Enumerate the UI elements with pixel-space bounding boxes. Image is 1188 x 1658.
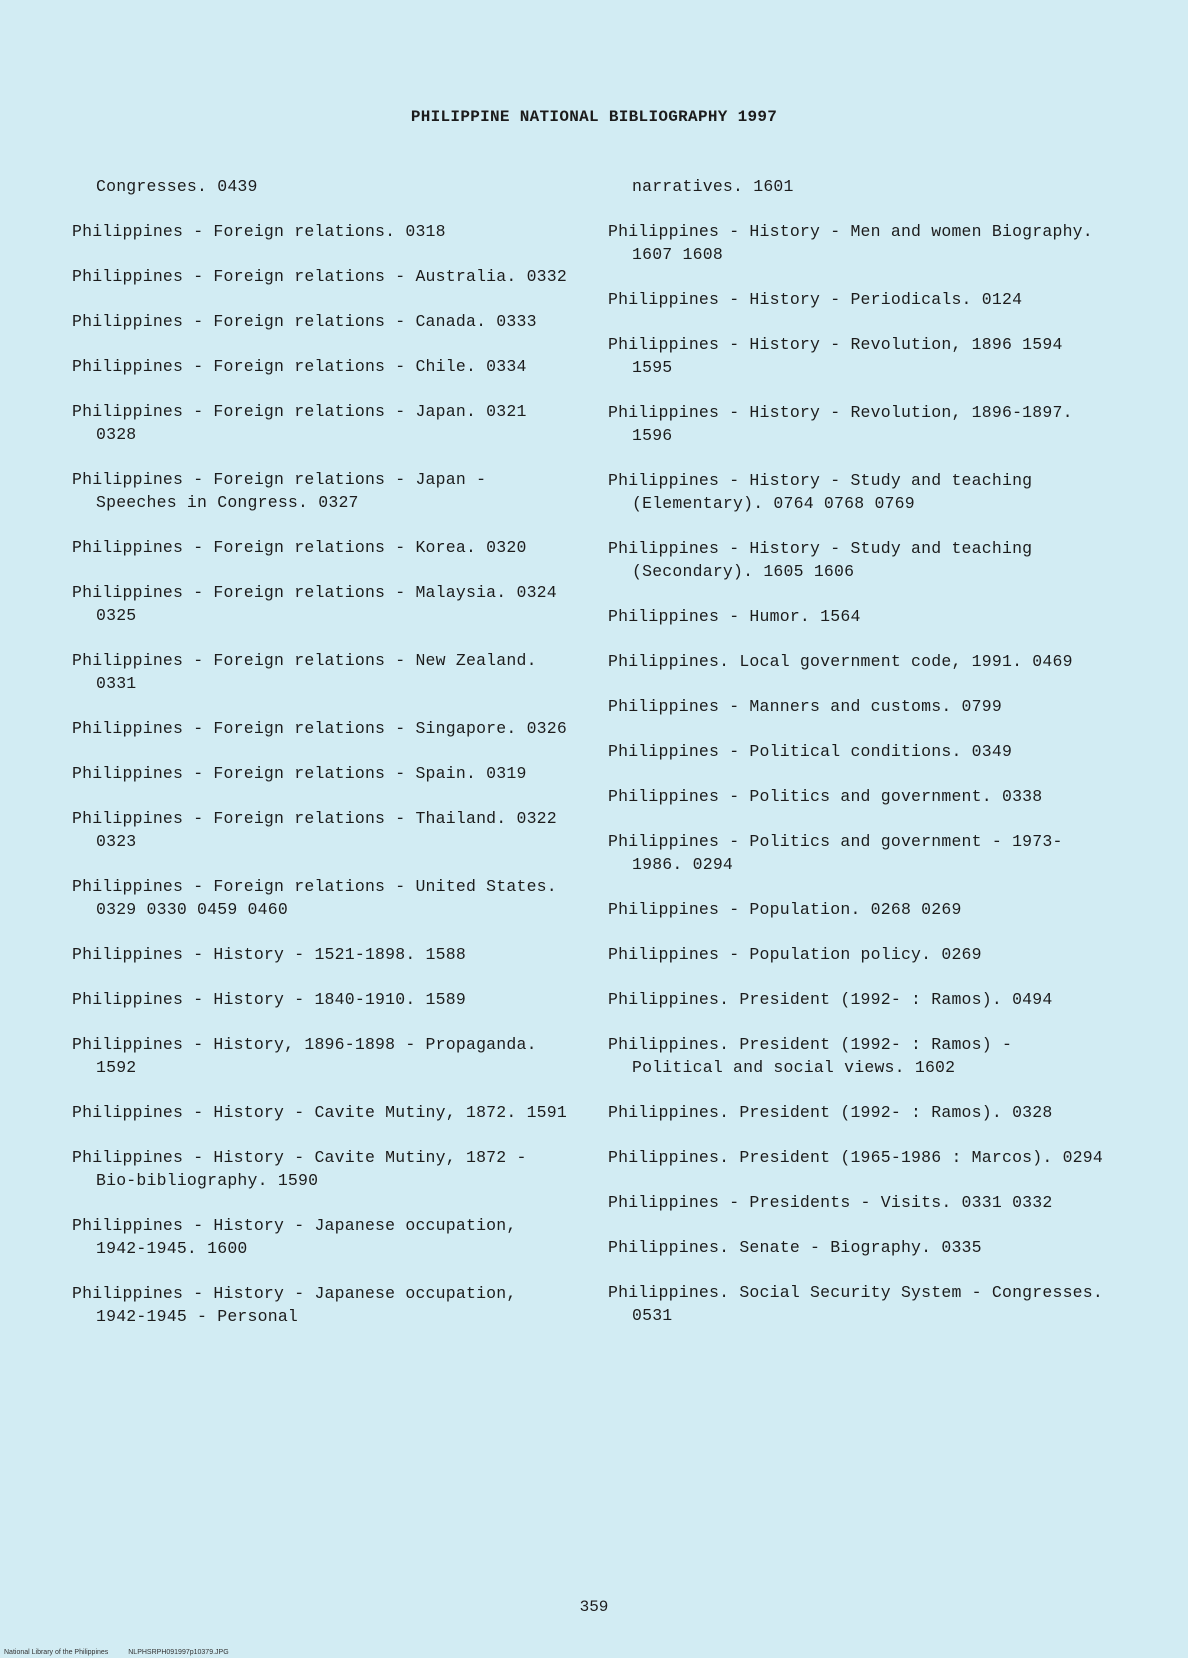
list-item: Philippines. President (1992- : Ramos). 0494 [608,990,1053,1009]
scan-footer [4,1649,247,1656]
list-item: Philippines - History - Cavite Mutiny, 1872. 1591 [72,1103,567,1122]
list-item: Philippines - Foreign relations - United States. 0329 0330 0459 0460 [72,877,557,919]
list-item: Philippines - Foreign relations - Canada. 0333 [72,312,537,331]
list-item: Philippines - Presidents - Visits. 0331 0332 [608,1193,1053,1212]
list-item: Philippines - History - 1521-1898. 1588 [72,945,466,964]
list-item: Philippines - Foreign relations - Spain. 0319 [72,764,527,783]
list-item: Philippines. President (1965-1986 : Marcos). 0294 [608,1148,1103,1167]
page-title: PHILIPPINE NATIONAL BIBLIOGRAPHY 1997 [410,108,778,126]
list-item: Philippines - Foreign relations - New Zealand. 0331 [72,651,537,693]
list-item: Philippines - History, 1896-1898 - Propaganda. 1592 [72,1035,537,1077]
list-item: Philippines - Foreign relations - Japan. 0321 0328 [72,402,527,444]
right-column [608,175,1108,1349]
list-item: Philippines. Local government code, 1991. 0469 [608,652,1073,671]
list-item: Philippines - Politics and government - 1973-1986. 0294 [608,832,1063,874]
list-item: Philippines - Foreign relations - Chile. 0334 [72,357,527,376]
list-item: Philippines. Senate - Biography. 0335 [608,1238,982,1257]
list-item: Philippines - Foreign relations. 0318 [72,222,446,241]
list-item: Philippines - History - Cavite Mutiny, 1872 - Bio-bibliography. 1590 [72,1148,527,1190]
list-item: Philippines - History - Study and teaching (Secondary). 1605 1606 [608,539,1033,581]
list-item: Philippines - Foreign relations - Thailand. 0322 0323 [72,809,557,851]
library-credit: National Library of the Philippines [4,1649,109,1656]
list-item: Philippines - Foreign relations - Malaysia. 0324 0325 [72,583,557,625]
file-id: NLPHSRPH091997p10379.JPG [128,1649,229,1656]
list-item: Philippines - History - Japanese occupation, 1942-1945. 1600 [72,1216,517,1258]
list-item: Philippines - History - Men and women Biography. 1607 1608 [608,222,1093,264]
list-item: narratives. 1601 [632,177,794,196]
list-item: Congresses. 0439 [96,177,258,196]
list-item: Philippines - Population. 0268 0269 [608,900,962,919]
list-item: Philippines - Manners and customs. 0799 [608,697,1002,716]
list-item: Philippines - Humor. 1564 [608,607,861,626]
list-item: Philippines. President (1992- : Ramos) - Political and social views. 1602 [608,1035,1013,1077]
list-item: Philippines - Foreign relations - Japan - Speeches in Congress. 0327 [72,470,487,512]
list-item: Philippines - History - Revolution, 1896 1594 1595 [608,335,1063,377]
list-item: Philippines - Foreign relations - Australia. 0332 [72,267,567,286]
list-item: Philippines - History - Japanese occupation, 1942-1945 - Personal [72,1284,517,1326]
list-item: Philippines. President (1992- : Ramos). 0328 [608,1103,1053,1122]
list-item: Philippines - History - Study and teaching (Elementary). 0764 0768 0769 [608,471,1033,513]
list-item: Philippines - History - Periodicals. 0124 [608,290,1023,309]
list-item: Philippines - Political conditions. 0349 [608,742,1013,761]
list-item: Philippines - History - Revolution, 1896-1897. 1596 [608,403,1073,445]
list-item: Philippines - Politics and government. 0338 [608,787,1043,806]
left-column [72,175,572,1350]
page-number: 359 [579,1598,609,1616]
list-item: Philippines - History - 1840-1910. 1589 [72,990,466,1009]
list-item: Philippines - Foreign relations - Korea. 0320 [72,538,527,557]
list-item: Philippines. Social Security System - Congresses. 0531 [608,1283,1103,1325]
list-item: Philippines - Foreign relations - Singapore. 0326 [72,719,567,738]
list-item: Philippines - Population policy. 0269 [608,945,982,964]
